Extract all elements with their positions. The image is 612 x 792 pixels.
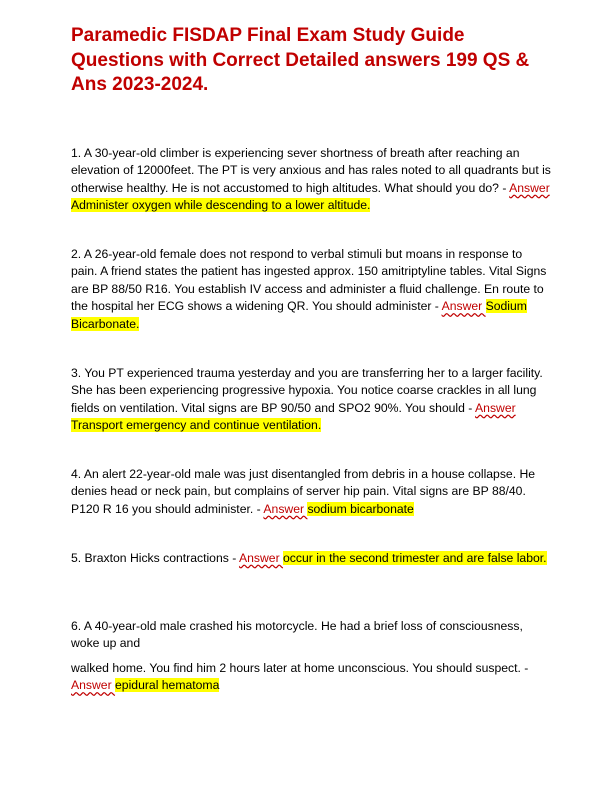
question-6 bbox=[71, 618, 551, 653]
question-6-continued bbox=[71, 660, 551, 695]
document-title: Paramedic FISDAP Final Exam Study Guide Questions with Correct Detailed answers 199 QS & Ans 2023-2024. bbox=[71, 25, 530, 95]
question-3-text: 3. You PT experienced trauma yesterday and you are transferring her to a larger facility. She has been experiencing progressive hypoxia. You notice coarse crackles in all lung fields on ventilation. Vital signs are BP 90/50 and SPO2 90%. You should - bbox=[71, 366, 543, 415]
question-4 bbox=[71, 466, 551, 518]
answer-1-text: Administer oxygen while descending to a lower altitude. bbox=[71, 198, 371, 213]
question-3 bbox=[71, 365, 551, 435]
answer-1-label: Answer bbox=[509, 180, 550, 195]
answer-6-label: Answer bbox=[71, 678, 116, 693]
question-5 bbox=[71, 550, 551, 567]
question-6-text-continued: walked home. You find him 2 hours later at home unconscious. You should suspect. - bbox=[71, 661, 529, 675]
answer-4-text: sodium bicarbonate bbox=[307, 501, 414, 516]
question-2 bbox=[71, 246, 551, 333]
answer-3-label: Answer bbox=[475, 400, 516, 415]
question-6-text: 6. A 40-year-old male crashed his motorcycle. He had a brief loss of consciousness, woke up and bbox=[71, 619, 523, 651]
answer-5-text: occur in the second trimester and are false labor. bbox=[283, 551, 547, 565]
question-4-text: 4. An alert 22-year-old male was just disentangled from debris in a house collapse. He denies head or neck pain, but complains of server hip pain. Vital signs are BP 88/40. P120 R 16 you should administer. - bbox=[71, 467, 536, 516]
answer-2-label: Answer bbox=[441, 299, 486, 314]
answer-2-text: Sodium Bicarbonate. bbox=[71, 299, 527, 331]
answer-3-text: Transport emergency and continue ventilation. bbox=[71, 418, 322, 433]
answer-6-text: epidural hematoma bbox=[115, 678, 220, 693]
answer-5-label: Answer bbox=[238, 551, 284, 565]
question-1-text: 1. A 30-year-old climber is experiencing sever shortness of breath after reaching an elevation of 12000feet. The PT is very anxious and has rales noted to all quadrants but is otherwise healthy. He is not accustomed to high altitudes. What should you do? - bbox=[71, 146, 551, 195]
question-2-text: 2. A 26-year-old female does not respond to verbal stimuli but moans in response to pain. A friend states the patient has ingested approx. 150 amitriptyline tables. Vital Signs are BP 88/50 R16. You establish IV access and administer a fluid challenge. En route to the hospital her ECG shows a widening QR. You should administer - bbox=[71, 247, 547, 314]
question-5-text: 5. Braxton Hicks contractions - bbox=[71, 551, 239, 565]
answer-4-label: Answer bbox=[263, 501, 308, 516]
question-1 bbox=[71, 145, 551, 215]
